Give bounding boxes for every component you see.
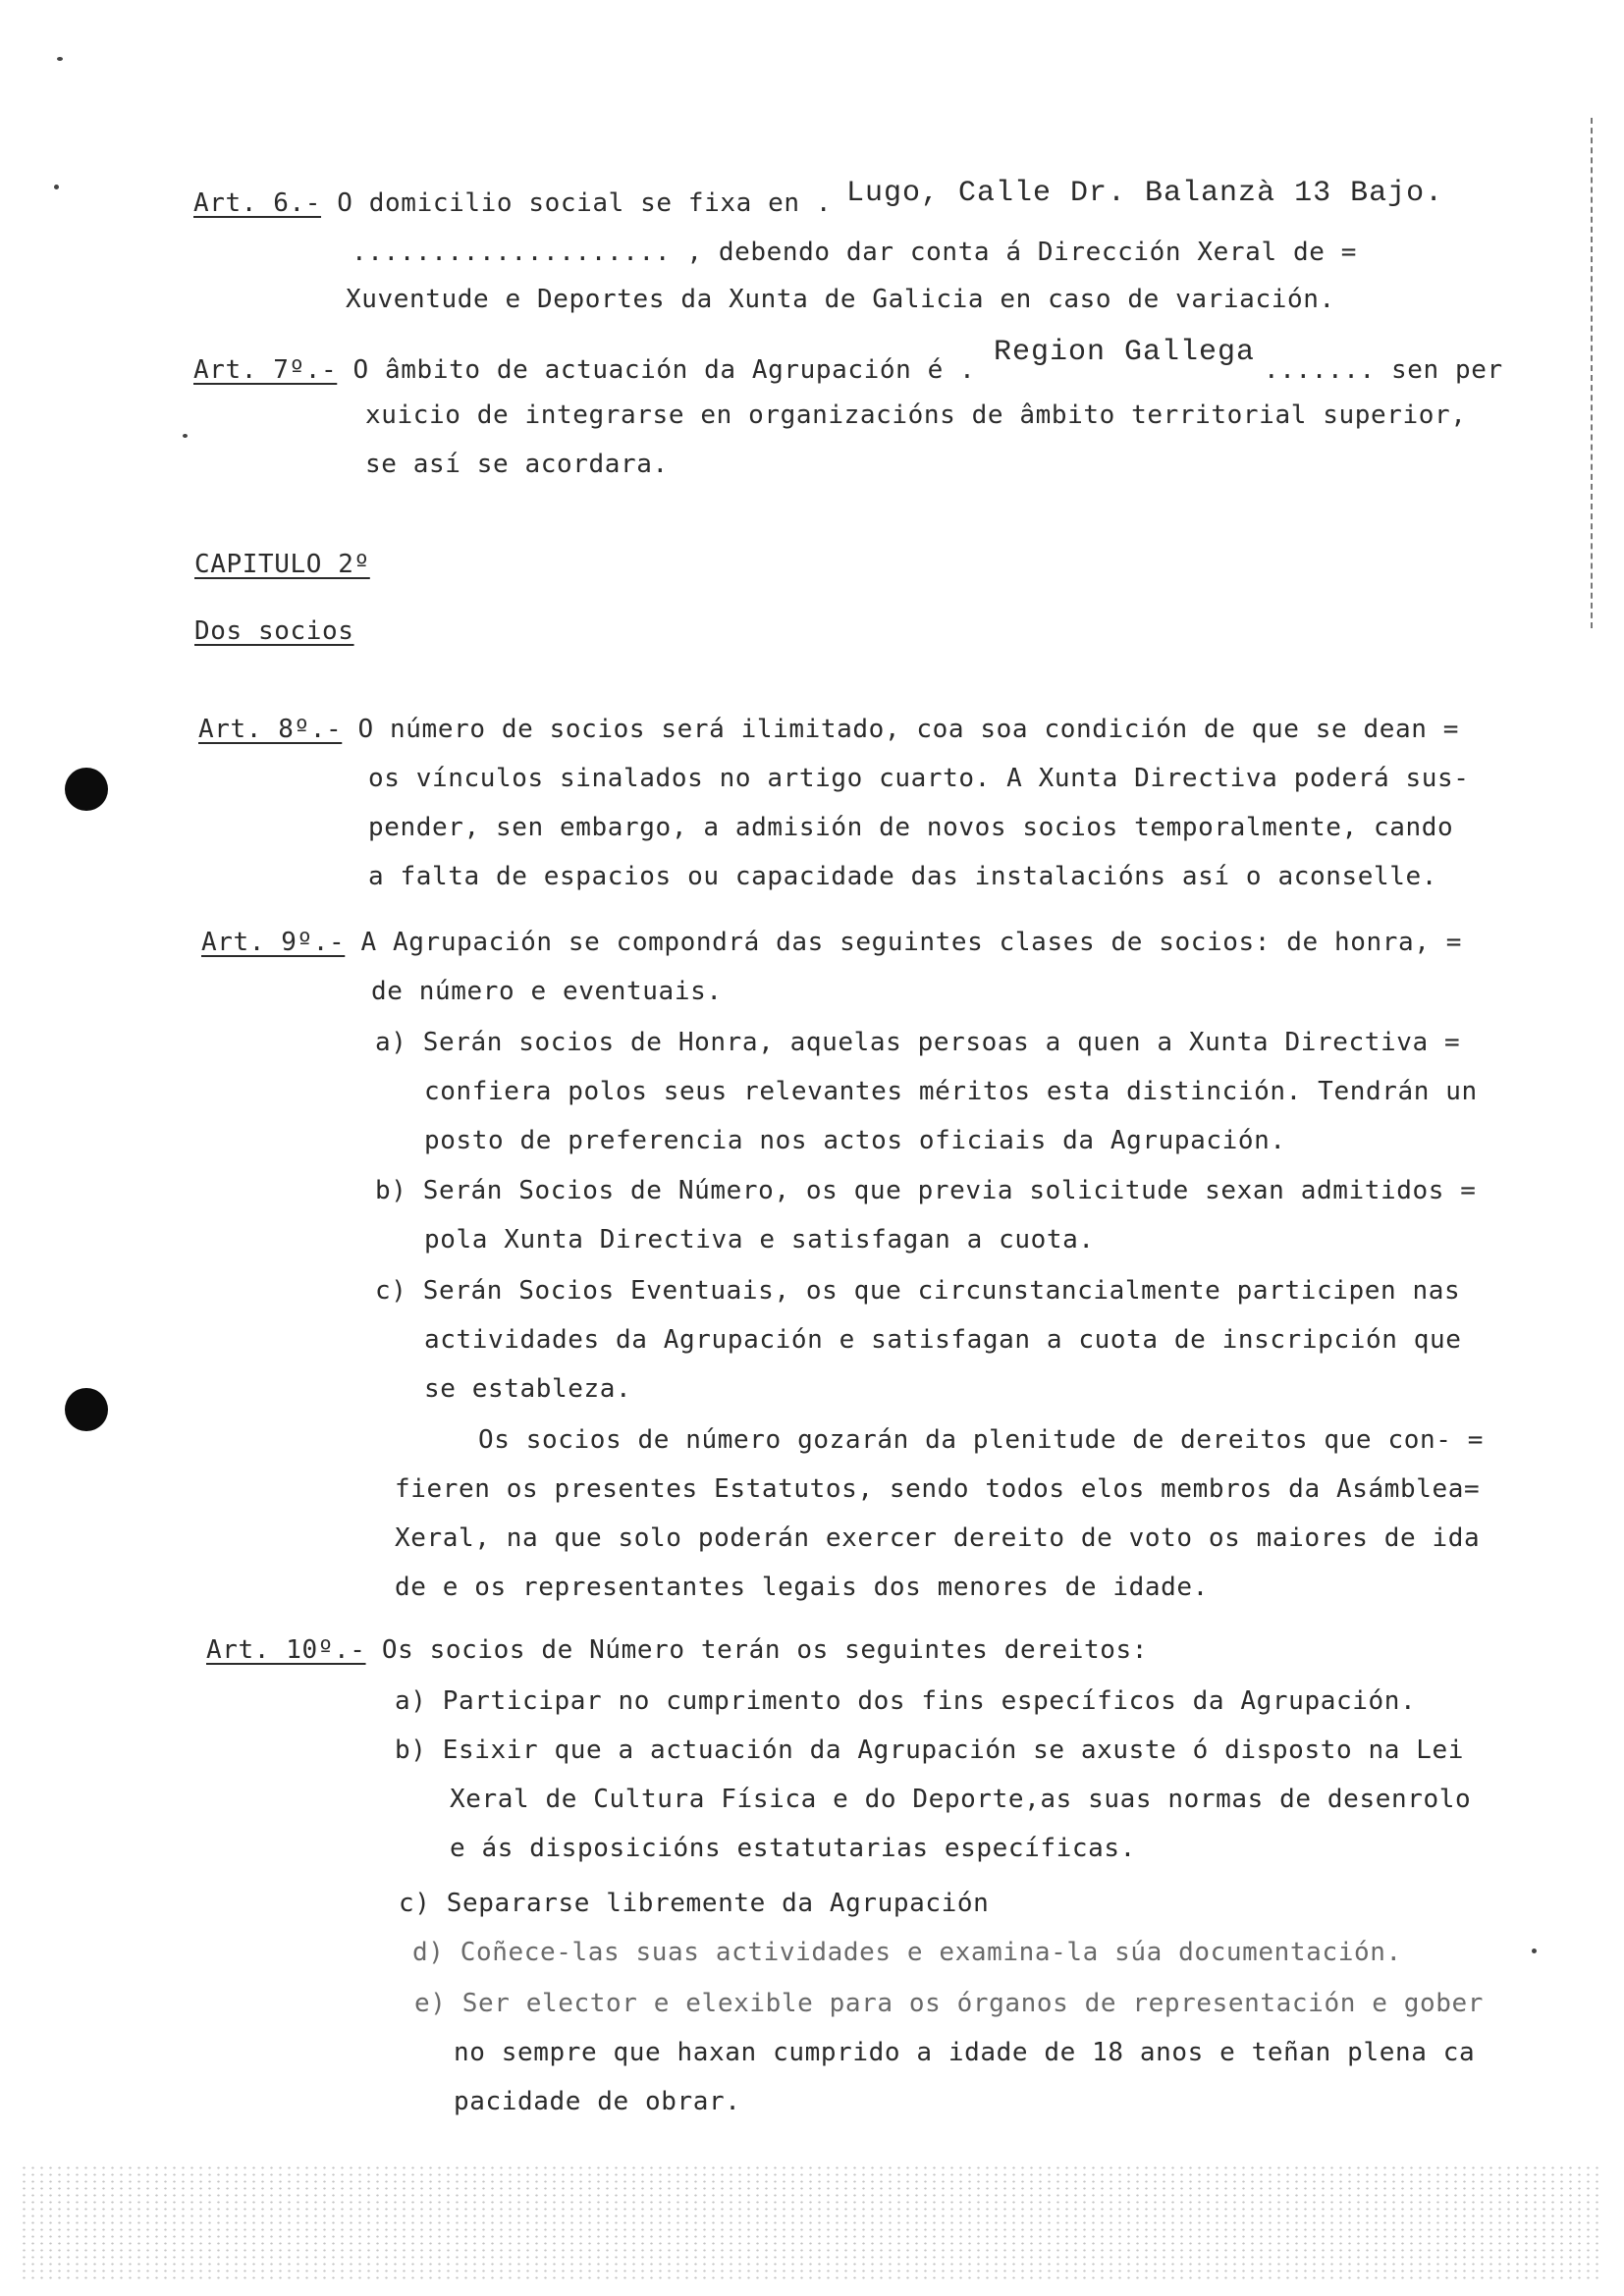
art6-address: Lugo, Calle Dr. Balanzà 13 Bajo. <box>846 177 1444 210</box>
art7-region: Region Gallega <box>994 336 1256 369</box>
art10-item-c: c) Separarse libremente da Agrupación <box>399 1889 990 1918</box>
art6-text: O domicilio social se fixa en . <box>337 188 833 218</box>
scan-edge-right <box>1591 118 1593 628</box>
article-label: Art. 8º.- <box>198 715 343 744</box>
article-label: Art. 6.- <box>193 188 322 218</box>
punch-hole-bottom <box>65 1388 108 1431</box>
scan-speck <box>57 57 63 61</box>
punch-hole-top <box>65 768 108 811</box>
art8-line1 <box>198 713 1459 746</box>
scan-speck <box>54 185 59 189</box>
chapter-subtitle: Dos socios <box>194 616 354 646</box>
article-label: Art. 9º.- <box>201 928 346 957</box>
art9-para-line2: fieren os presentes Estatutos, sendo todos elos membros da Asámblea= <box>395 1474 1481 1504</box>
chapter-title: CAPITULO 2º <box>194 550 370 579</box>
article-label: Art. 10º.- <box>206 1635 366 1665</box>
art9-a-line1: a) Serán socios de Honra, aquelas persoas a quen a Xunta Directiva = <box>375 1028 1461 1057</box>
art7-line2: xuicio de integrarse en organizacións de âmbito territorial superior, <box>365 400 1467 430</box>
art6-line2: .................... , debendo dar conta á Dirección Xeral de = <box>352 238 1357 267</box>
art10-item-e3: pacidade de obrar. <box>454 2087 741 2116</box>
art6-line3: Xuventude e Deportes da Xunta de Galicia en caso de variación. <box>346 285 1335 314</box>
art9-c-line1: c) Serán Socios Eventuais, os que circunstancialmente participen nas <box>375 1276 1461 1306</box>
scan-noise-band <box>20 2164 1604 2282</box>
art9-para-line3: Xeral, na que solo poderán exercer dereito de voto os maiores de ida <box>395 1523 1481 1553</box>
scan-speck <box>183 434 188 438</box>
art9-b-line2: pola Xunta Directiva e satisfagan a cuota. <box>424 1225 1095 1255</box>
art10-item-b3: e ás disposicións estatutarias específicas. <box>450 1834 1136 1863</box>
art10-item-e1: e) Ser elector e elexible para os órganos de representación e gober <box>414 1989 1484 2018</box>
art9-para-line4: de e os representantes legais dos menores de idade. <box>395 1573 1209 1602</box>
art10-item-b1: b) Esixir que a actuación da Agrupación se axuste ó disposto na Lei <box>395 1735 1464 1765</box>
art8-line2: os vínculos sinalados no artigo cuarto. A Xunta Directiva poderá sus- <box>368 764 1470 793</box>
art9-text: A Agrupación se compondrá das seguintes clases de socios: de honra, = <box>360 928 1463 957</box>
art8-text: O número de socios será ilimitado, coa soa condición de que se dean = <box>357 715 1460 744</box>
art6-line1 <box>193 177 1444 220</box>
art7-line3: se así se acordara. <box>365 450 669 479</box>
art9-a-line2: confiera polos seus relevantes méritos esta distinción. Tendrán un <box>424 1077 1478 1106</box>
art10-intro: Os socios de Número terán os seguintes dereitos: <box>381 1635 1148 1665</box>
art9-c-line3: se estableza. <box>424 1374 632 1404</box>
scan-speck <box>1532 1949 1537 1953</box>
art9-para-line1: Os socios de número gozarán da plenitude de dereitos que con- = <box>478 1425 1484 1455</box>
art10-item-b2: Xeral de Cultura Física e do Deporte,as suas normas de desenrolo <box>450 1785 1472 1814</box>
art7-text-b: ....... sen per <box>1264 355 1503 385</box>
article-label: Art. 7º.- <box>193 355 338 385</box>
art10-item-d: d) Coñece-las suas actividades e examina-la súa documentación. <box>412 1938 1402 1967</box>
art9-line2: de número e eventuais. <box>371 977 723 1006</box>
art8-line4: a falta de espacios ou capacidade das instalacións así o aconselle. <box>368 862 1437 891</box>
art8-line3: pender, sen embargo, a admisión de novos socios temporalmente, cando <box>368 813 1454 842</box>
art7-line1 <box>193 336 1503 387</box>
art10-item-e2: no sempre que haxan cumprido a idade de 18 anos e teñan plena ca <box>454 2038 1476 2067</box>
art10-item-a: a) Participar no cumprimento dos fins específicos da Agrupación. <box>395 1686 1417 1716</box>
art9-b-line1: b) Serán Socios de Número, os que previa solicitude sexan admitidos = <box>375 1176 1477 1205</box>
art7-text: O âmbito de actuación da Agrupación é . <box>352 355 976 385</box>
art10-line1 <box>206 1633 1148 1667</box>
art9-c-line2: actividades da Agrupación e satisfagan a cuota de inscripción que <box>424 1325 1462 1355</box>
art9-line1 <box>201 926 1462 959</box>
art9-a-line3: posto de preferencia nos actos oficiais da Agrupación. <box>424 1126 1286 1155</box>
